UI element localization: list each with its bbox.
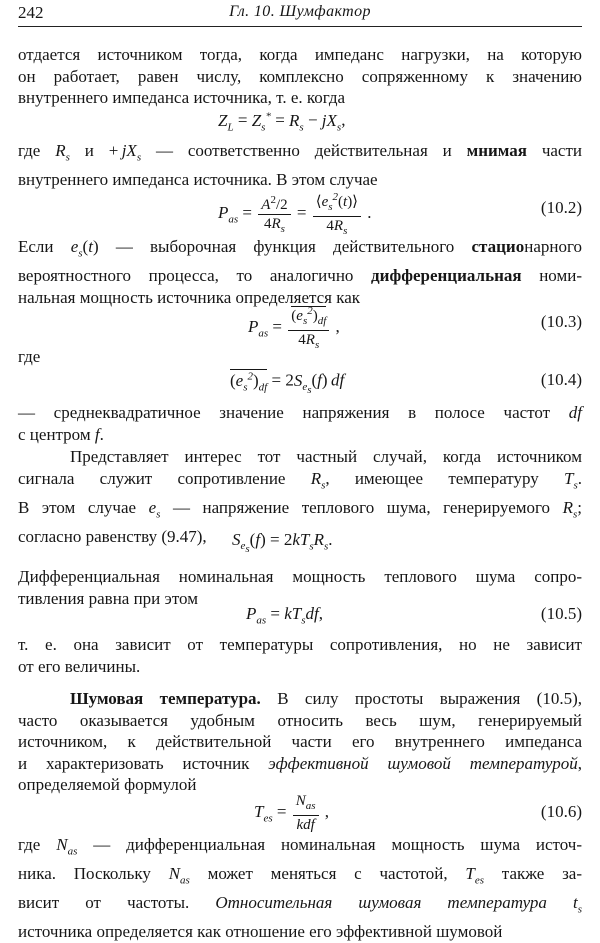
equation-10-6: [18, 792, 582, 836]
paragraph-5: [18, 402, 582, 445]
text-line: источником, к действительной части его внутреннего импеданса: [18, 732, 582, 752]
equation-number: (10.2): [540, 198, 582, 217]
text-line: т. е. она зависит от температуры сопротивления, но не зависит: [18, 635, 582, 654]
text-line: В этом случае $e_s$ — напряжение теплового шума, генерируемого $R_s$;: [18, 497, 583, 520]
text-line: — среднеквадратичное значение напряжения в полосе частот df: [18, 403, 582, 422]
text-line: согласно равенству (9.47),: [18, 526, 207, 546]
equation-10-5: [18, 604, 582, 630]
equation-10-3-formula: $P_{as}$ = $\frac{(e_s^2)_{df}}{4R_s}$ ,: [248, 302, 340, 354]
paragraph-4: [18, 346, 582, 368]
text-line: вероятностного процесса, то аналогично дифференциальная номи-: [18, 265, 582, 285]
paragraph-8: [18, 634, 582, 677]
running-title: Гл. 10. Шумфактор: [229, 3, 371, 20]
equation-number: (10.6): [540, 802, 582, 821]
equation-10-5-formula: $P_{as} = kT_sdf$,: [246, 604, 324, 627]
equation-10-4-formula: $(e_s^2)_{df} = 2S_{e_s}(f)$ df: [230, 370, 345, 397]
text-line: нальная мощность источника определяется как: [18, 287, 361, 307]
text-line: отдается источником тогда, когда импеданс нагрузки, на которую: [18, 45, 582, 64]
text-line: Если $e_s(t)$ — выборочная функция действительного стационарного: [18, 237, 583, 260]
text-line: висит от частоты. Относительная шумовая температура $t_s$: [18, 892, 583, 916]
paragraph-1: [18, 44, 582, 109]
paragraph-3: [18, 236, 582, 308]
equation-10-6-formula: $T_{es}$ = $\frac{N_{as}}{\text{kdf}}$ ,: [254, 793, 330, 833]
text-line: и характеризовать источник эффективной шумовой температурой,: [18, 753, 582, 773]
paragraph-7: [18, 566, 582, 609]
text-line: где: [18, 347, 41, 366]
running-header: [18, 3, 582, 27]
equation-10-2: [18, 186, 582, 237]
text-line: внутреннего импеданса источника, т. е. когда: [18, 88, 346, 108]
section-heading: Шумовая температура.: [70, 689, 261, 708]
paragraph-9: [18, 688, 582, 796]
text-line: Шумовая температура. В силу простоты выражения (10.5),: [70, 689, 583, 708]
text-line: где $R_s$ $и + jX_s$ — соответственно действительная и мнимая части: [18, 141, 582, 164]
text-line: от его величины.: [18, 656, 141, 676]
text-line: сигнала служит сопротивление $R_s$, имеющее температуру $T_s$.: [18, 468, 582, 491]
equation-number: (10.4): [540, 370, 582, 389]
text-line: где $N_{as}$ — дифференциальная номинальная мощность шума источ-: [18, 835, 582, 858]
page-number: 242: [18, 3, 44, 22]
paragraph-10: [18, 834, 582, 943]
equation-zl-formula: $Z_L = Z_s^* = R_s - jX_s$,: [218, 110, 346, 134]
text-line: определяемой формулой: [18, 775, 197, 795]
equation-10-2-formula: $P_{as}$ = $\frac{A^2/2}{4R_s}$ = $\frac{⟨e_s^2(t)⟩}{4R_s}$ .: [218, 188, 372, 240]
text-line: тивления равна при этом: [18, 588, 198, 608]
equation-se-formula: $S_{e_s}(f) = 2kT_sR_s$.: [232, 530, 333, 556]
equation-number: (10.3): [540, 312, 582, 331]
equation-zl: [18, 110, 582, 136]
equation-se: [18, 528, 582, 556]
text-line: Дифференциальная номинальная мощность теплового шума сопро-: [18, 567, 582, 586]
equation-10-3: [18, 300, 582, 351]
text-line: внутреннего импеданса источника. В этом случае: [18, 169, 378, 189]
text-line: с центром f.: [18, 424, 104, 444]
equation-10-4: [18, 368, 582, 396]
header-rule: [18, 26, 582, 27]
text-line: источника определяется как отношение его эффективной шумовой: [18, 921, 503, 941]
text-line: он работает, равен числу, комплексно сопряженному к значению: [18, 66, 582, 86]
equation-number: (10.5): [540, 604, 582, 623]
paragraph-2: [18, 140, 582, 191]
text-line: Представляет интерес тот частный случай, когда источником: [70, 447, 582, 466]
text-line: часто оказывается удобным относить весь шум, генерируемый: [18, 710, 582, 730]
text-line: ника. Поскольку $N_{as}$ может меняться с частотой, $T_{es}$ также за-: [18, 863, 582, 887]
